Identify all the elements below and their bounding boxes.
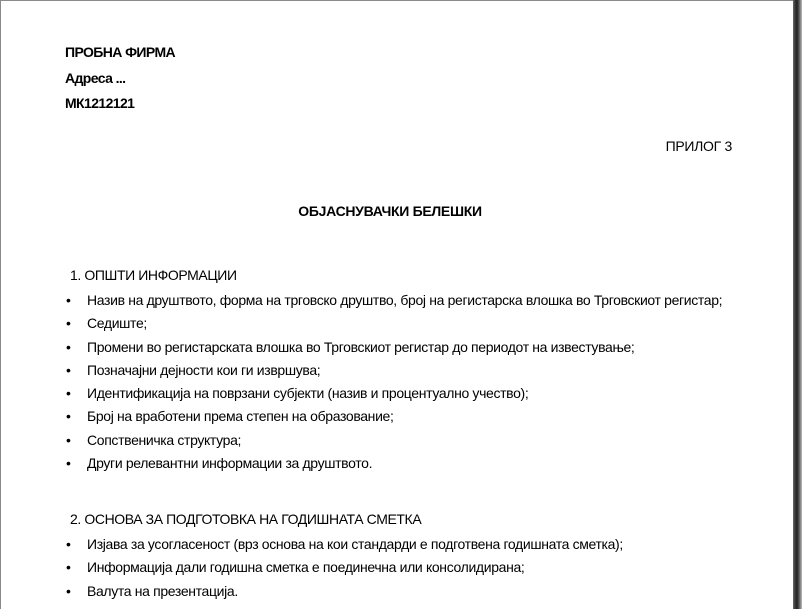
list-item: • Изјава за усогласеност (врз основа на кои стандарди е подготвена годишната сметка); bbox=[66, 536, 623, 552]
company-address: Адреса ... bbox=[65, 70, 126, 86]
list-item: • Валута на презентација. bbox=[66, 582, 238, 599]
list-item: • Информација дали годишна сметка е поединечна или консолидирана; bbox=[66, 559, 525, 576]
list-item: • Други релевантни информации за друштвото. bbox=[66, 455, 373, 472]
bullet-icon: • bbox=[66, 315, 71, 332]
bullet-icon: • bbox=[66, 431, 71, 448]
bullet-icon: • bbox=[66, 408, 71, 425]
list-item: • Идентификација на поврзани субјекти (назив и процентуално учество); bbox=[66, 385, 529, 402]
bullet-icon: • bbox=[66, 361, 71, 378]
bullet-icon: • bbox=[66, 582, 71, 599]
page-shadow-right bbox=[793, 0, 802, 609]
list-item: • Број на вработени према степен на образование; bbox=[66, 408, 394, 425]
list-item: • Назив на друштвото, форма на трговско друштво, број на регистарска влошка во Трговскиот регистар; bbox=[66, 292, 723, 308]
section-heading-basis: 2. ОСНОВА ЗА ПОДГОТОВКА НА ГОДИШНАТА СМЕТКА bbox=[70, 511, 422, 527]
section-heading-general: 1. ОПШТИ ИНФОРМАЦИИ bbox=[70, 267, 237, 283]
section-list-general bbox=[64, 291, 734, 477]
bullet-icon: • bbox=[66, 536, 71, 552]
bullet-icon: • bbox=[66, 455, 71, 472]
list-item: • Седиште; bbox=[66, 315, 147, 332]
bullet-icon: • bbox=[66, 559, 71, 576]
company-name: ПРОБНА ФИРМА bbox=[65, 44, 176, 60]
list-item: • Промени во регистарската влошка во Трговскиот регистар до периодот на известување; bbox=[66, 338, 635, 355]
list-item: • Позначајни дејности кои ги извршува; bbox=[66, 361, 321, 378]
list-item: • Сопственичка структура; bbox=[66, 431, 242, 448]
section-list-basis bbox=[64, 535, 734, 605]
bullet-icon: • bbox=[66, 338, 71, 355]
company-tax-id: МК1212121 bbox=[65, 95, 135, 111]
bullet-icon: • bbox=[66, 385, 71, 402]
annex-label: ПРИЛОГ 3 bbox=[665, 138, 732, 154]
document-title: ОБЈАСНУВАЧКИ БЕЛЕШКИ bbox=[298, 203, 482, 219]
bullet-icon: • bbox=[66, 292, 71, 308]
